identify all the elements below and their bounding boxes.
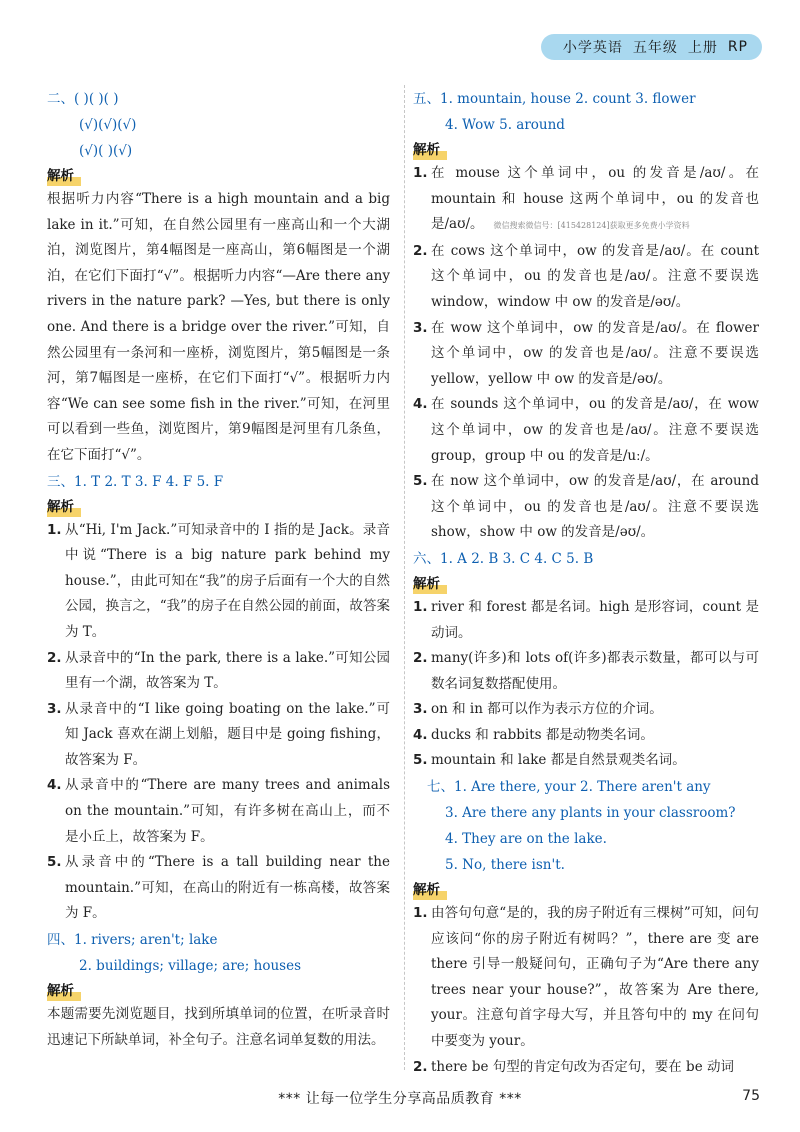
- s5-answer-row-2: 4. Wow 5. around: [445, 117, 565, 133]
- list-item: 1. 在 mouse 这个单词中，ou 的发音是/aʊ/。在 mountain 和 house 这两个单词中，ou 的发音也是/aʊ/。 微信搜索微信号：[415428124]获取更多免费小学资料: [413, 165, 759, 233]
- s6-analysis-tag: 解析: [413, 574, 447, 594]
- list-item: 3. 在 wow 这个单词中，ow 的发音是/aʊ/。在 flower 这个单词中，ow 的发音也是/aʊ/。注意不要误选 yellow，yellow 中 ow 的发音是/əʊ/。: [413, 319, 759, 387]
- list-item: 5. mountain 和 lake 都是自然景观类名词。: [413, 752, 686, 769]
- footer-slogan: *** 让每一位学生分享高品质教育 ***: [278, 1091, 522, 1107]
- header-subject: 小学英语: [562, 40, 623, 56]
- list-item: 5. 从录音中的“There is a tall building near the mountain.”可知，在高山的附近有一栋高楼，故答案为 F。: [47, 854, 390, 922]
- s7-answer-row-4: 5. No, there isn't.: [445, 857, 565, 874]
- list-item: 1. 从“Hi, I'm Jack.”可知录音中的 I 指的是 Jack。录音中说“There is a big nature park behind my house.”，由此可知在“我”的房子后面有一个大的自然公园，换言之，“我”的房子在自然公园的前面，故答案为 T。: [47, 521, 390, 640]
- page-number: 75: [742, 1088, 760, 1104]
- s2-answer-row-1: 二、( )( )( ): [47, 91, 119, 107]
- list-item: 4. ducks 和 rabbits 都是动物类名词。: [413, 726, 654, 743]
- header-volume: 上册: [687, 40, 718, 56]
- s2-answer-row-3: (√)( )(√): [79, 143, 133, 159]
- left-column: [47, 86, 390, 1053]
- list-item: 2. 从录音中的“In the park, there is a lake.”可知公园里有一个湖，故答案为 T。: [47, 649, 390, 692]
- right-column: [413, 86, 759, 1080]
- header-edition: RP: [727, 39, 748, 55]
- s5-answer-row-1: 五、1. mountain, house 2. count 3. flower: [413, 91, 696, 107]
- header-grade: 五年级: [632, 40, 678, 56]
- list-item: 3. 从录音中的“I like going boating on the lake.”可知 Jack 喜欢在湖上划船，题目中是 going fishing，故答案为 F。: [47, 700, 390, 768]
- s5-analysis-list: [413, 161, 759, 546]
- s7-analysis-list: [413, 901, 759, 1080]
- list-item: 2. many(许多)和 lots of(许多)都表示数量，都可以与可数名词复数搭配使用。: [413, 650, 759, 692]
- s5-analysis-tag: 解析: [413, 140, 447, 160]
- list-item: 3. on 和 in 都可以作为表示方位的介词。: [413, 701, 663, 718]
- list-item: 4. 在 sounds 这个单词中，ou 的发音是/aʊ/，在 wow 这个单词中，ow 的发音也是/aʊ/。注意不要误选 group，group 中 ou 的发音是/uː/。: [413, 396, 759, 464]
- s2-analysis-text: 根据听力内容“There is a high mountain and a big lake in it.”可知，在自然公园里有一座高山和一个大湖泊，浏览图片，第4幅图是一座高山，第6幅图是一个湖泊，在它们下面打“√”。根据听力内容“—Are there any rivers in the nature park? —Yes, but there is only one. And there is a bridge over the river.”可知，自然公园里有一条河和一座桥，浏览图片，第5幅图是一条河，第7幅图是一座桥，在它们下面打“√”。根据听力内容“We can see some fish in the river.”可知，在河里可以看到一些鱼，浏览图片，第9幅图是河里有几条鱼，在它下面打“√”。: [47, 191, 390, 463]
- s3-analysis-tag: 解析: [47, 497, 81, 517]
- s7-answer-row-1: 七、1. Are there, your 2. There aren't any: [427, 779, 711, 796]
- s2-answer-row-2: (√)(√)(√): [79, 117, 137, 133]
- s4-answer-row-2: 2. buildings; village; are; houses: [79, 958, 301, 975]
- list-item: 2. 在 cows 这个单词中，ow 的发音是/aʊ/。在 count 这个单词中，ou 的发音也是/aʊ/。注意不要误选 window，window 中 ow 的发音是/əʊ/。: [413, 242, 759, 310]
- s7-answer-row-3: 4. They are on the lake.: [445, 831, 607, 848]
- s7-analysis-tag: 解析: [413, 880, 447, 900]
- s4-analysis-tag: 解析: [47, 981, 81, 1001]
- s2-analysis-tag: 解析: [47, 166, 81, 186]
- list-item: 1. 由答句句意“是的，我的房子附近有三棵树”可知，问句应该问“你的房子附近有树吗？”，there are 变 are there 引导一般疑问句，正确句子为“Are there any trees near your house?”，故答案为 Are there, your。注意句首字母大写，并且答句中的 my 在问句中要变为 your。: [413, 905, 759, 1050]
- list-item: 2. there be 句型的肯定句改为否定句，要在 be 动词: [413, 1058, 734, 1075]
- s4-analysis-text: 本题需要先浏览题目，找到所填单词的位置，在听录音时迅速记下所缺单词，补全句子。注意名词单复数的用法。: [47, 1006, 390, 1048]
- s6-analysis-list: [413, 595, 759, 774]
- s7-answer-row-2: 3. Are there any plants in your classroom?: [445, 805, 736, 822]
- s4-answer-row-1: 四、1. rivers; aren't; lake: [47, 932, 218, 949]
- s6-answer-row: 六、1. A 2. B 3. C 4. C 5. B: [413, 550, 594, 567]
- column-divider: [404, 85, 405, 1070]
- s3-answer-row: 三、1. T 2. T 3. F 4. F 5. F: [47, 473, 224, 490]
- header-badge: [541, 34, 762, 60]
- list-item: 1. river 和 forest 都是名词。high 是形容词，count 是动词。: [413, 598, 759, 641]
- watermark-text: 微信搜索微信号：[415428124]获取更多免费小学资料: [493, 221, 690, 231]
- list-item: 4. 从录音中的“There are many trees and animals on the mountain.”可知，有许多树在高山上，而不是小丘上，故答案为 F。: [47, 777, 390, 845]
- list-item: 5. 在 now 这个单词中，ow 的发音是/aʊ/，在 around 这个单词中，ou 的发音也是/aʊ/。注意不要误选 show，show 中 ow 的发音是/əʊ/。: [413, 473, 759, 541]
- s3-analysis-list: [47, 518, 390, 928]
